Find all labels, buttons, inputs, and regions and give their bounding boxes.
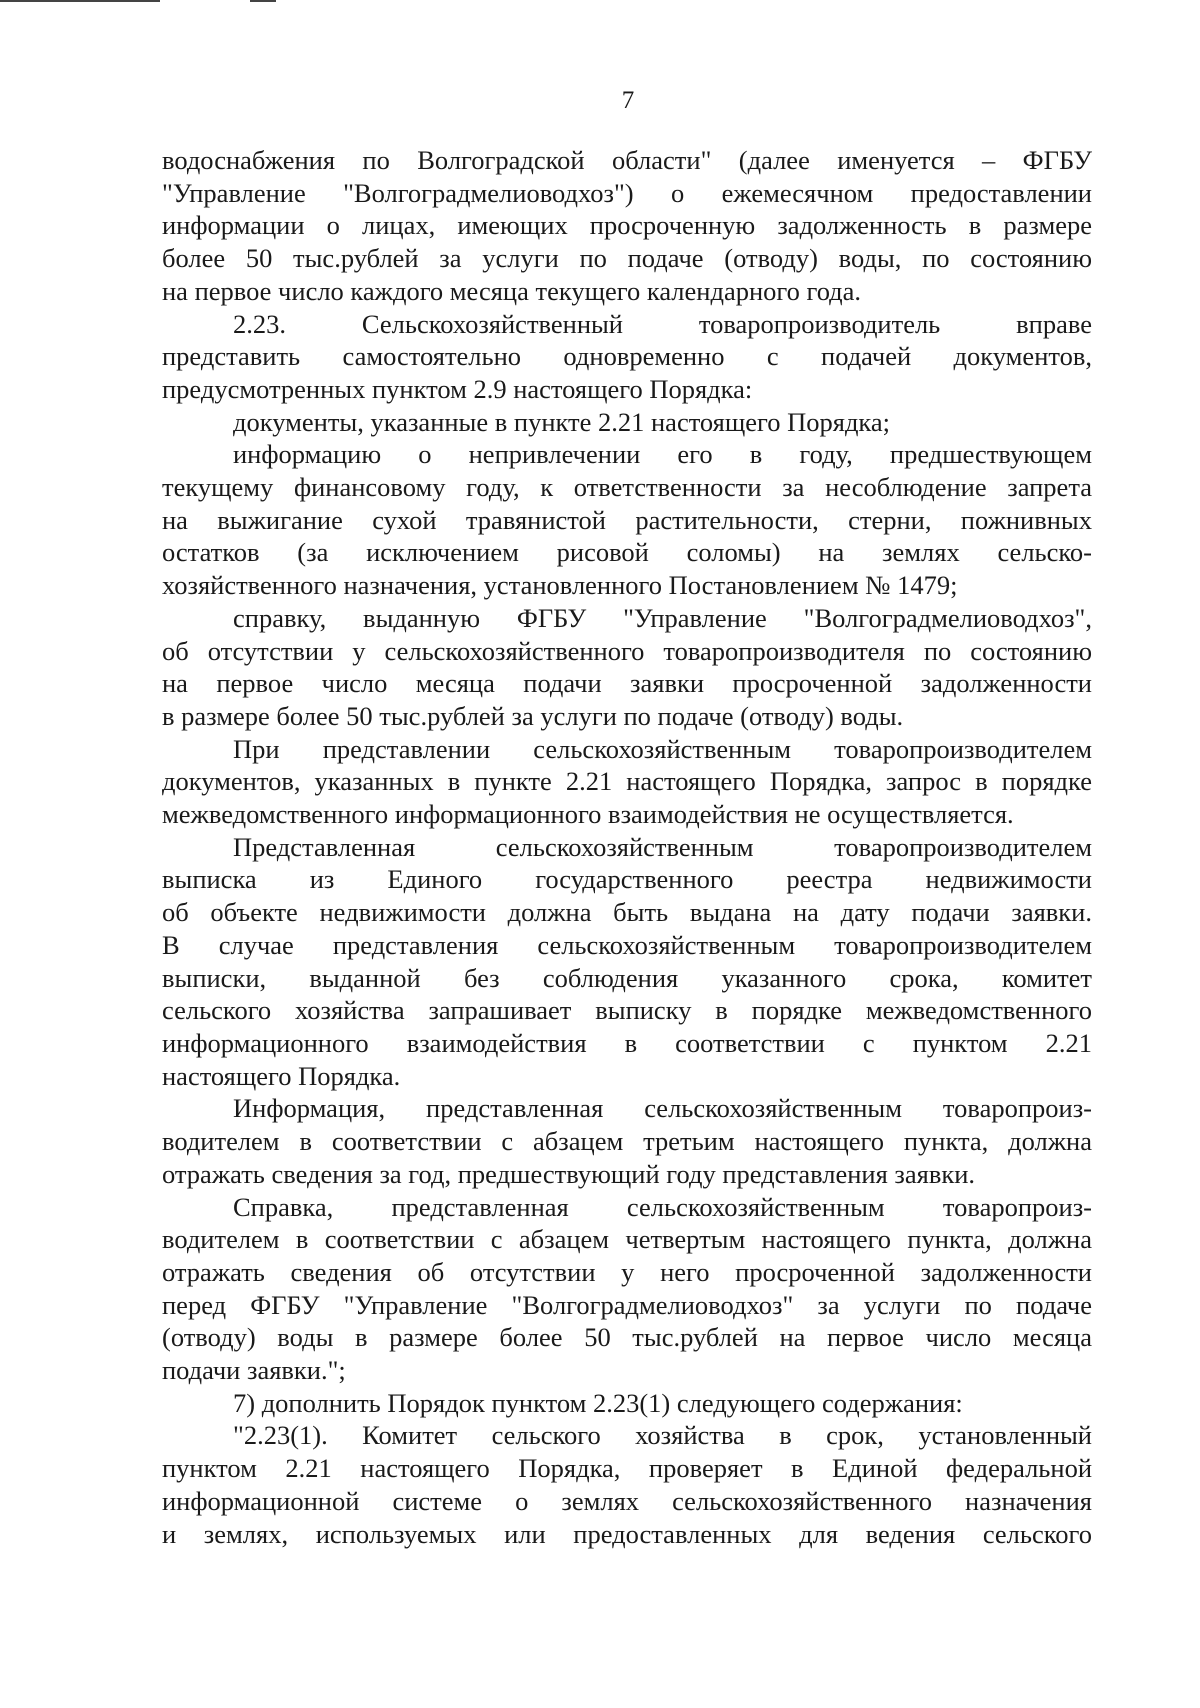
text-line: на первое число месяца подачи заявки просроченной задолженности [162, 668, 1092, 699]
text-line: об объекте недвижимости должна быть выдана на дату подачи заявки. [162, 897, 1092, 928]
text-line: отражать сведения за год, предшествующий году представления заявки. [162, 1158, 976, 1189]
text-line: 2.23. Сельскохозяйственный товаропроизводитель вправе [233, 308, 1092, 339]
text-line: хозяйственного назначения, установленного Постановлением № 1479; [162, 570, 958, 601]
text-line: более 50 тыс.рублей за услуги по подаче (отводу) воды, по состоянию [162, 243, 1092, 274]
text-line: настоящего Порядка. [162, 1060, 401, 1091]
text-line: Справка, представленная сельскохозяйственным товаропроиз- [233, 1191, 1092, 1222]
text-line: документы, указанные в пункте 2.21 настоящего Порядка; [233, 406, 891, 437]
text-line: информацию о непривлечении его в году, предшествующем [233, 439, 1092, 470]
text-line: об отсутствии у сельскохозяйственного товаропроизводителя по состоянию [162, 635, 1092, 666]
text-line: выписки, выданной без соблюдения указанного срока, комитет [162, 962, 1092, 993]
text-line: информационной системе о землях сельскохозяйственного назначения [162, 1485, 1092, 1516]
text-line: предусмотренных пунктом 2.9 настоящего Порядка: [162, 373, 753, 404]
text-line: и землях, используемых или предоставленных для ведения сельского [162, 1518, 1092, 1549]
document-body [162, 144, 1092, 1550]
text-line: межведомственного информационного взаимодействия не осуществляется. [162, 799, 1014, 830]
text-line: информации о лицах, имеющих просроченную задолженность в размере [162, 210, 1092, 241]
scan-edge-mark [250, 0, 276, 2]
text-line: Представленная сельскохозяйственным товаропроизводителем [233, 831, 1092, 862]
text-line: водителем в соответствии с абзацем четвертым настоящего пункта, должна [162, 1224, 1092, 1255]
text-line: водителем в соответствии с абзацем третьим настоящего пункта, должна [162, 1126, 1092, 1157]
text-line: В случае представления сельскохозяйственным товаропроизводителем [162, 929, 1092, 960]
text-line: При представлении сельскохозяйственным товаропроизводителем [233, 733, 1092, 764]
text-line: текущему финансовому году, к ответственности за несоблюдение запрета [162, 472, 1092, 503]
text-line: перед ФГБУ "Управление "Волгоградмелиоводхоз" за услуги по подаче [162, 1289, 1092, 1320]
text-line: остатков (за исключением рисовой соломы) на землях сельско- [162, 537, 1092, 568]
text-line: документов, указанных в пункте 2.21 настоящего Порядка, запрос в порядке [162, 766, 1092, 797]
text-line: Информация, представленная сельскохозяйственным товаропроиз- [233, 1093, 1092, 1124]
text-line: справку, выданную ФГБУ "Управление "Волгоградмелиоводхоз", [233, 602, 1092, 633]
text-line: пунктом 2.21 настоящего Порядка, проверяет в Единой федеральной [162, 1453, 1092, 1484]
page-number: 7 [621, 87, 635, 114]
text-line: "Управление "Волгоградмелиоводхоз") о ежемесячном предоставлении [162, 177, 1092, 208]
text-line: в размере более 50 тыс.рублей за услуги по подаче (отводу) воды. [162, 700, 904, 731]
text-line: (отводу) воды в размере более 50 тыс.рублей на первое число месяца [162, 1322, 1092, 1353]
text-line: информационного взаимодействия в соответствии с пунктом 2.21 [162, 1027, 1092, 1058]
text-line: 7) дополнить Порядок пунктом 2.23(1) следующего содержания: [233, 1387, 963, 1418]
text-line: сельского хозяйства запрашивает выписку в порядке межведомственного [162, 995, 1092, 1026]
text-line: водоснабжения по Волгоградской области" (далее именуется – ФГБУ [162, 145, 1092, 175]
scan-edge-mark [0, 0, 160, 2]
text-line: отражать сведения об отсутствии у него просроченной задолженности [162, 1256, 1092, 1287]
text-line: подачи заявки."; [162, 1355, 346, 1386]
text-line: представить самостоятельно одновременно с подачей документов, [162, 341, 1092, 372]
text-line: "2.23(1). Комитет сельского хозяйства в срок, установленный [233, 1420, 1092, 1451]
text-line: на первое число каждого месяца текущего календарного года. [162, 275, 862, 306]
text-line: на выжигание сухой травянистой растительности, стерни, пожнивных [162, 504, 1092, 535]
text-line: выписка из Единого государственного реестра недвижимости [162, 864, 1092, 895]
